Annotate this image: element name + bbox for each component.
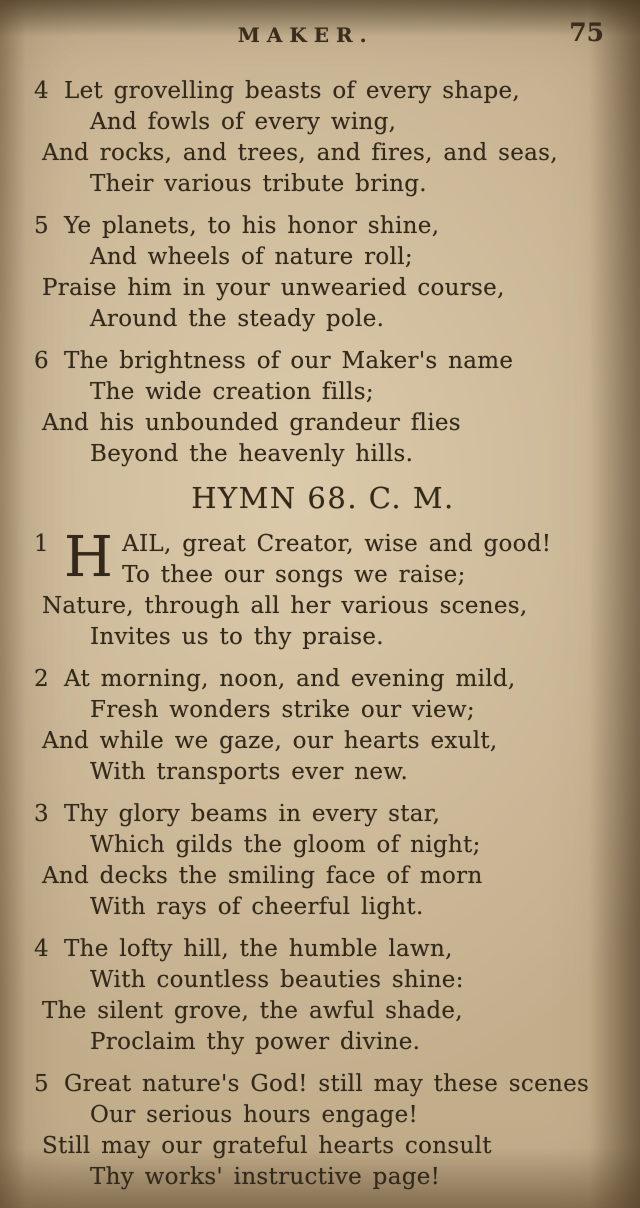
page-number: 75 [569, 18, 604, 47]
verse-line: Proclaim thy power divine. [90, 1029, 421, 1055]
verse-number: 4 [34, 78, 49, 104]
verse-5-hymn68 [34, 1069, 612, 1193]
verse-number: 5 [34, 213, 49, 239]
verse-number: 3 [34, 801, 49, 827]
verse-line: Nature, through all her various scenes, [42, 593, 528, 619]
verse-line: And rocks, and trees, and fires, and seas, [42, 140, 558, 166]
verse-line: And his unbounded grandeur flies [42, 410, 461, 436]
verse-4-hymn68 [34, 934, 612, 1058]
verse-line: Praise him in your unwearied course, [42, 275, 505, 301]
verse-line: And fowls of every wing, [90, 109, 397, 135]
verse-line: To thee our songs we raise; [122, 562, 466, 588]
verse-3 [34, 799, 612, 923]
verse-line: The brightness of our Maker's name [64, 348, 514, 374]
verse-line: Invites us to thy praise. [90, 624, 384, 650]
verse-number: 4 [34, 936, 49, 962]
verse-1 [34, 525, 612, 653]
verse-line: The lofty hill, the humble lawn, [64, 936, 453, 962]
verse-line: Thy works' instructive page! [90, 1164, 441, 1190]
verse-line: Beyond the heavenly hills. [90, 441, 414, 467]
verse-2 [34, 664, 612, 788]
verse-5 [34, 211, 612, 335]
verse-line: The silent grove, the awful shade, [42, 998, 463, 1024]
verse-line: And while we gaze, our hearts exult, [42, 728, 498, 754]
running-title: MAKER. [237, 23, 374, 47]
verse-6 [34, 346, 612, 470]
verse-line: The wide creation fills; [90, 379, 374, 405]
verse-number: 5 [34, 1071, 49, 1097]
verse-number: 1 [34, 531, 49, 557]
verse-line: AIL, great Creator, wise and good! [122, 531, 552, 557]
verse-line: Our serious hours engage! [90, 1102, 419, 1128]
verse-number: 2 [34, 666, 49, 692]
hymn-continuation-section [34, 76, 612, 470]
hymn-68-section [34, 525, 612, 1193]
verse-line: Fresh wonders strike our view; [90, 697, 475, 723]
verse-line: With rays of cheerful light. [90, 894, 424, 920]
verse-line: And decks the smiling face of morn [42, 863, 483, 889]
hymn-heading: HYMN 68. C. M. [191, 481, 455, 515]
verse-line: Thy glory beams in every star, [64, 801, 441, 827]
verse-line: Around the steady pole. [90, 306, 385, 332]
verse-line: With transports ever new. [90, 759, 409, 785]
verse-line: Ye planets, to his honor shine, [64, 213, 440, 239]
verse-line: Which gilds the gloom of night; [90, 832, 481, 858]
verse-line: Great nature's God! still may these scenes [64, 1071, 590, 1097]
verse-number: 6 [34, 348, 49, 374]
verse-line: Their various tribute bring. [90, 171, 427, 197]
verse-4 [34, 76, 612, 200]
drop-cap-letter: H [64, 525, 114, 590]
page-header [34, 20, 612, 50]
verse-line: At morning, noon, and evening mild, [64, 666, 516, 692]
verse-line: With countless beauties shine: [90, 967, 464, 993]
verse-line: Let grovelling beasts of every shape, [64, 78, 520, 104]
verse-line: Still may our grateful hearts consult [42, 1133, 492, 1159]
verse-line: And wheels of nature roll; [90, 244, 413, 270]
